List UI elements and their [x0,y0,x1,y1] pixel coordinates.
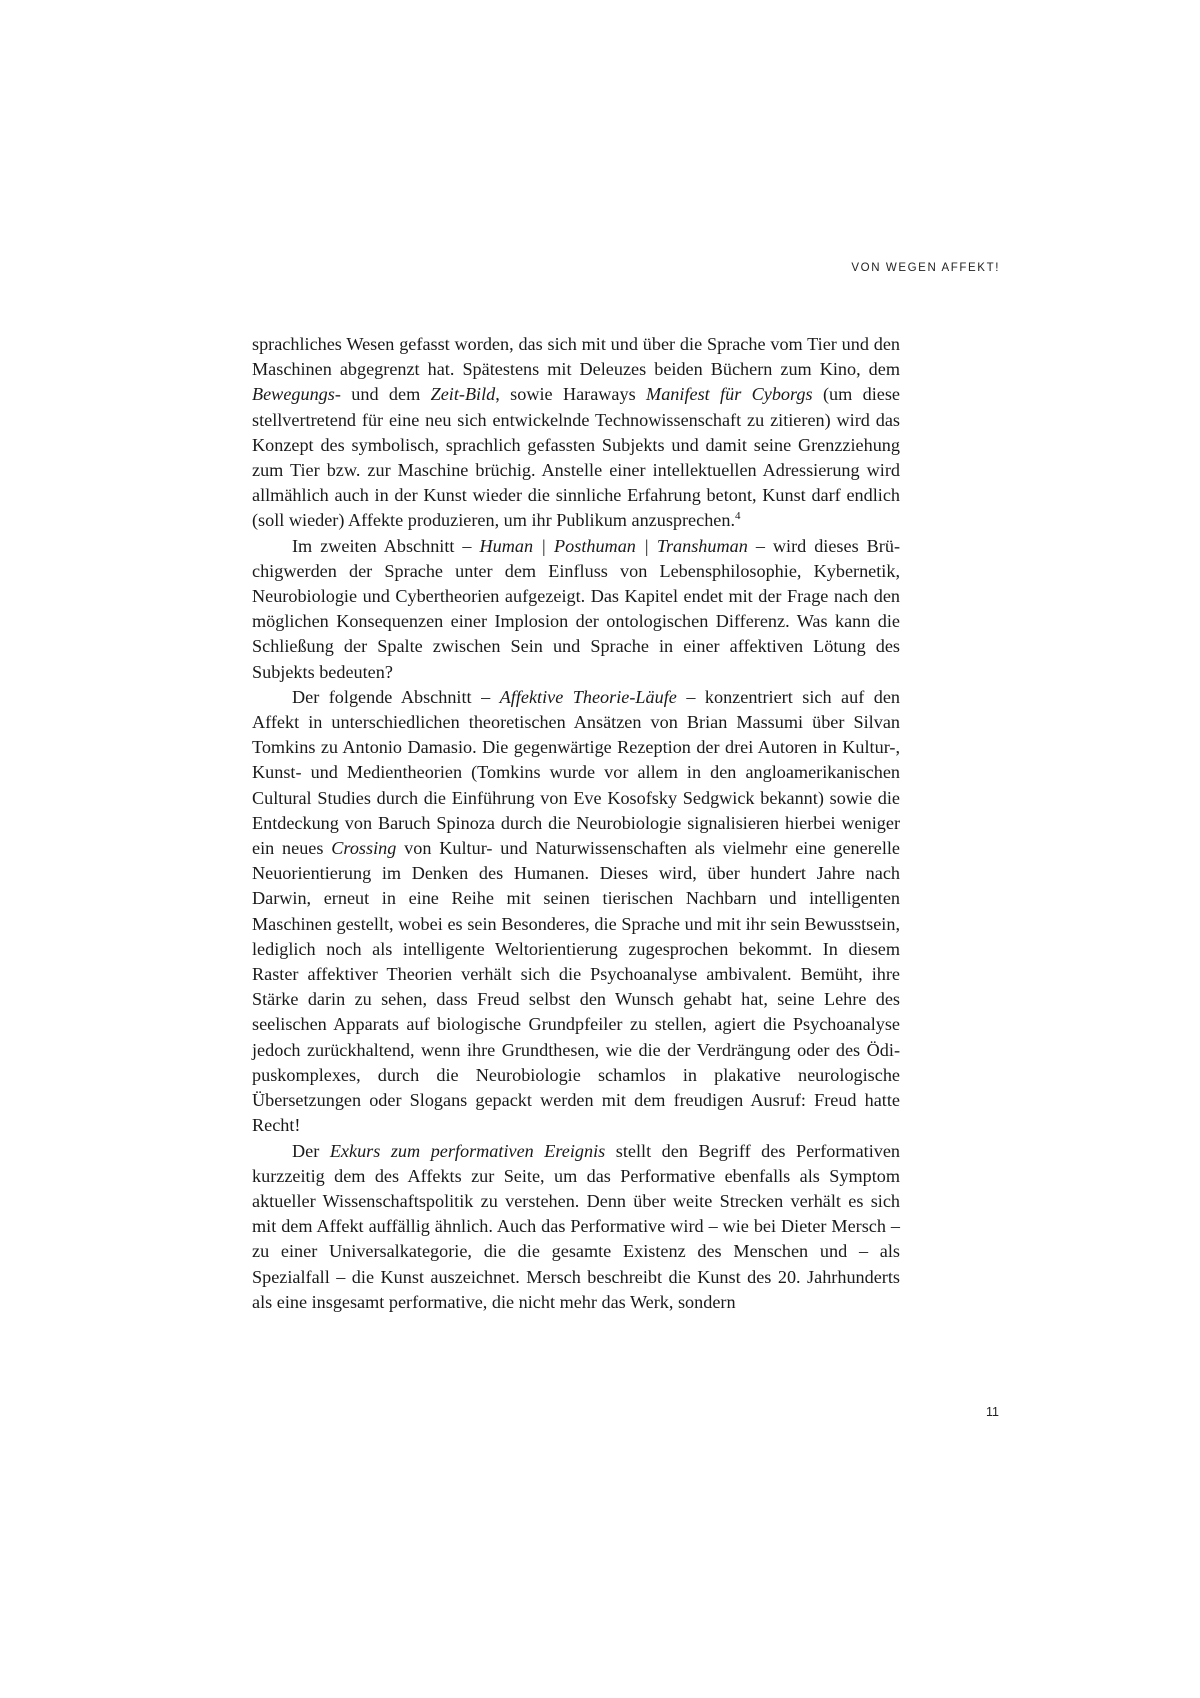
paragraph-4 [252,1139,900,1315]
paragraph-2 [252,534,900,685]
p1-text: sprachliches Wesen gefasst worden, das sich mit und über die Sprache vom Tier und den Maschinen abgegrenzt hat. Spätestens mit Deleuzes beiden Büchern zum Kino, dem [252,334,900,380]
paragraph-3 [252,685,900,1139]
running-head: VON WEGEN AFFEKT! [851,262,1000,274]
p2-text-1: Im zweiten Abschnitt – [292,535,480,556]
p3-text-2: – konzentriert sich auf den Affekt in unterschiedlichen theoretischen Ansätzen von Brian Massumi über Silvan Tomkins zu Antonio Damasio. Die gegenwärtige Rezeption der drei Autoren in Kultur-, Kunst- und Medientheorien (Tomkins wurde vor allem in den angloamerikanischen Cultural Studies durch die Einführung von Eve Kosofsky Sedgwick bekannt) sowie die Entdeckung von Baruch Spinoza durch die Neurobiologie signalisieren hierbei weniger ein neues [252,686,900,859]
p1-text-2: und dem [340,384,431,405]
p3-em-crossing: Crossing [331,838,397,859]
p1-em-manifest: Manifest für Cyborgs [646,384,813,405]
body-text [252,332,900,1315]
p1-text-4: (um diese stellvertretend für eine neu sich entwickelnde Technowissenschaft zu zitieren) wird das Konzept des symbolisch, sprachlich gefassten Subjekts und damit seine Grenzziehung zum Tier bzw. zur Maschine brüchig. Anstelle einer intellektuellen Adressierung wird allmählich auch in der Kunst wieder die sinnliche Erfahrung betont, Kunst darf endlich (soll wieder) Affekte produzieren, um ihr Publikum anzusprechen. [252,384,900,531]
p3-em-theorie-laeufe: Affektive Theorie-Läufe [499,686,677,707]
p1-text-3: , sowie Haraways [495,384,647,405]
paragraph-1 [252,332,900,534]
p3-text-1: Der folgende Abschnitt – [292,686,500,707]
p4-text-1: Der [292,1140,330,1161]
p1-em-bewegungs: Bewegungs- [252,384,341,405]
p3-text-3: von Kultur- und Naturwissenschaften als vielmehr eine generelle Neuorientierung im Denken des Humanen. Dieses wird, über hundert Jahre nach Darwin, erneut in eine Reihe mit seinen tierischen Nachbarn und intelligenten Maschinen gestellt, wobei es sein Besonderes, die Sprache und mit ihr sein Bewusstsein, lediglich noch als intelligente Weltorientierung zugesprochen bekommt. In diesem Raster affektiver Theorien verhält sich die Psychoanalyse ambivalent. Bemüht, ihre Stärke darin zu sehen, dass Freud selbst den Wunsch gehabt hat, seine Lehre des seelischen Apparats auf biologische Grundpfeiler zu stellen, agiert die Psychoanalyse jedoch zurückhaltend, wenn ihre Grundthesen, wie die der Verdrängung oder des Ödipuskomplexes, durch die Neurobiologie schamlos in plakative neurologische Übersetzungen oder Slogans gepackt werden mit dem freudigen Ausruf: Freud hatte Recht! [252,838,900,1136]
footnote-reference: 4 [735,510,741,523]
page-number: 11 [986,1405,999,1419]
p4-em-exkurs: Exkurs zum performativen Ereignis [329,1140,606,1161]
p2-em-human: Human | Posthuman | Transhuman [479,535,748,556]
p1-em-zeit-bild: Zeit-Bild [430,384,496,405]
p2-text-2: – wird dieses Brüchigwerden der Sprache unter dem Einfluss von Lebensphilosophie, Kybernetik, Neurobiologie und Cybertheorien aufgezeigt. Das Kapitel endet mit der Frage nach den möglichen Konsequenzen einer Implosion der ontologischen Differenz. Was kann die Schließung der Spalte zwischen Sein und Sprache in einer affektiven Lötung des Subjekts bedeuten? [252,535,900,682]
p4-text-2: stellt den Begriff des Performativen kurzzeitig dem des Affekts zur Seite, um das Performative ebenfalls als Symptom aktueller Wissenschaftspolitik zu verstehen. Denn über weite Strecken verhält es sich mit dem Affekt auffällig ähnlich. Auch das Performative wird – wie bei Dieter Mersch – zu einer Universalkategorie, die die gesamte Existenz des Menschen und – als Spezialfall – die Kunst auszeichnet. Mersch beschreibt die Kunst des 20. Jahrhunderts als eine insgesamt performative, die nicht mehr das Werk, sondern [252,1140,901,1312]
